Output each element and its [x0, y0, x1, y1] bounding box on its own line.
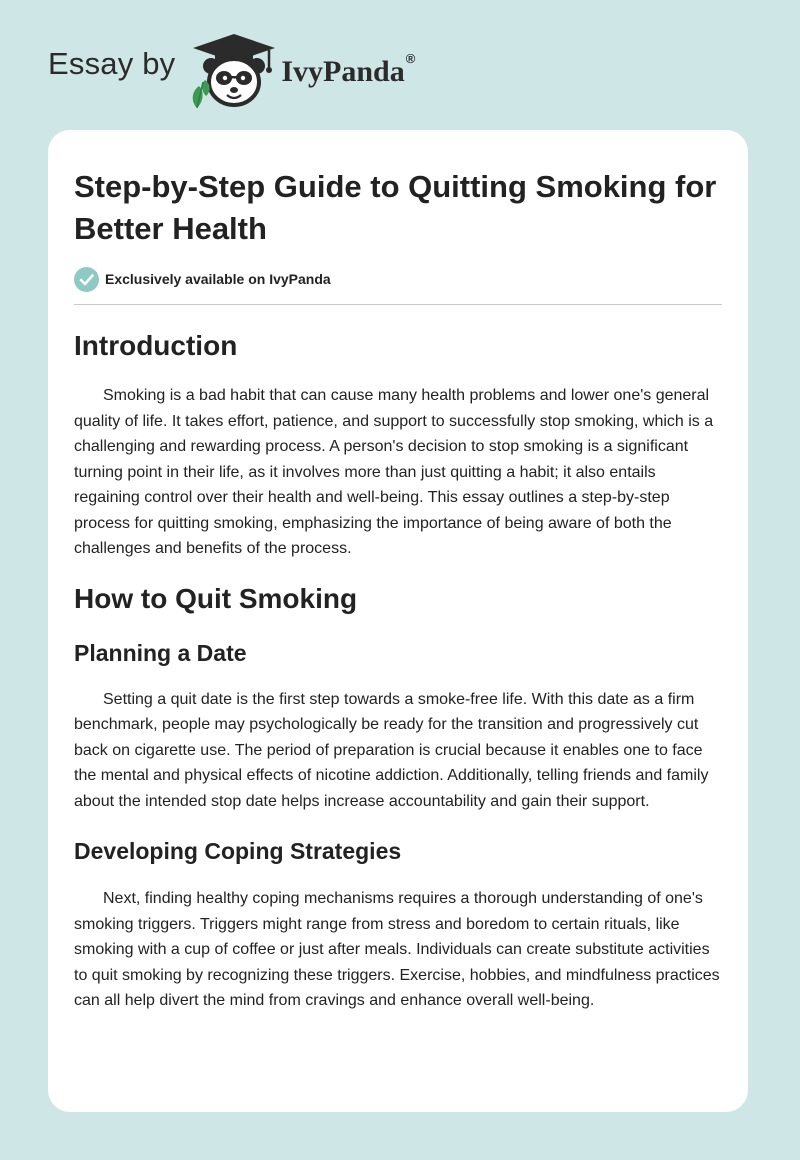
divider [74, 304, 722, 305]
section-heading-how-to-quit: How to Quit Smoking [74, 582, 358, 614]
brand-name[interactable]: IvyPanda® [281, 51, 416, 88]
check-circle-icon [74, 267, 99, 292]
exclusive-badge [74, 266, 722, 292]
page-title: Step-by-Step Guide to Quitting Smoking for Better Health [74, 169, 717, 246]
coping-paragraph: Next, finding healthy coping mechanisms requires a thorough understanding of one's smoking triggers. Triggers might range from stress and boredom to certain rituals, like smoking with a cup of coffee or just after meals. Individuals can create substitute activities to quit smoking by recognizing these triggers. Exercise, hobbies, and mindfulness practices can all help divert the mind from cravings and enhance overall well-being. [74, 890, 720, 1009]
subheading-coping-strategies: Developing Coping Strategies [74, 838, 402, 864]
brand-prefix: Essay by [48, 46, 176, 81]
subheading-planning-a-date: Planning a Date [74, 639, 247, 666]
exclusive-badge-text: Exclusively available on IvyPanda [105, 271, 331, 287]
registered-mark: ® [405, 51, 416, 66]
planning-paragraph: Setting a quit date is the first step towards a smoke-free life. With this date as a firm benchmark, people may psychologically be ready for the transition and progressively cut back on cigarette use. The period of preparation is crucial because it enables one to face the mental and physical effects of nicotine addiction. Additionally, telling friends and family about the intended stop date helps increase accountability and gain their support. [74, 690, 709, 810]
site-header [48, 30, 415, 110]
introduction-paragraph: Smoking is a bad habit that can cause many health problems and lower one's general quality of life. It takes effort, patience, and support to successfully stop smoking, which is a challenging and rewarding process. A person's decision to stop smoking is a significant turning point in their life, as it involves more than just quitting a habit; it also entails regaining control over their health and well-being. This essay outlines a step-by-step process for quitting smoking, emphasizing the importance of being aware of both the challenges and benefits of the process. [74, 387, 714, 557]
section-heading-introduction: Introduction [74, 330, 238, 361]
panda-graduate-icon[interactable] [189, 30, 279, 110]
essay-card [48, 130, 748, 1112]
